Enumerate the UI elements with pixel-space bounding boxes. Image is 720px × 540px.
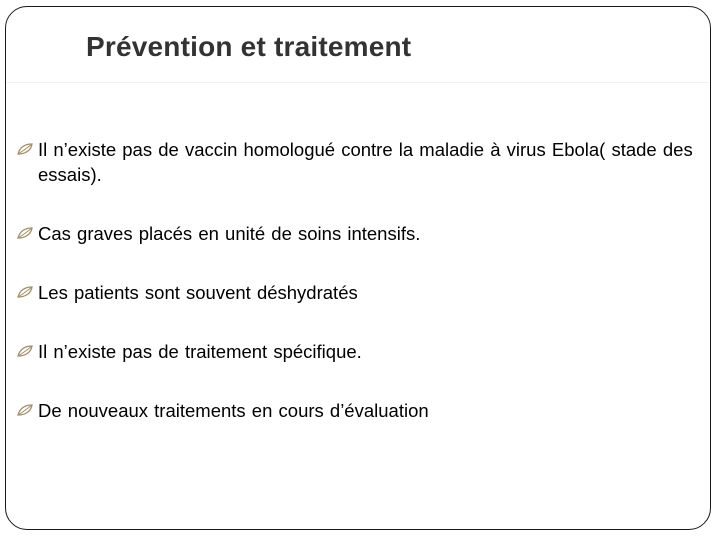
leaf-icon bbox=[17, 404, 33, 416]
slide-title: Prévention et traitement bbox=[86, 31, 412, 62]
bullet-item bbox=[17, 221, 707, 246]
bullet-item bbox=[17, 339, 707, 364]
bullet-list bbox=[17, 137, 707, 457]
leaf-icon bbox=[17, 143, 33, 155]
title-divider bbox=[6, 82, 709, 83]
bullet-item bbox=[17, 398, 707, 423]
leaf-icon bbox=[17, 286, 33, 298]
bullet-text: Il n’existe pas de vaccin homologué contre la maladie à virus Ebola( stade des essais). bbox=[38, 139, 693, 185]
bullet-item bbox=[17, 137, 707, 187]
bullet-item bbox=[17, 280, 707, 305]
bullet-text: Il n’existe pas de traitement spécifique. bbox=[38, 341, 362, 362]
bullet-text: De nouveaux traitements en cours d’évaluation bbox=[38, 400, 429, 421]
bullet-text: Cas graves placés en unité de soins intensifs. bbox=[38, 223, 421, 244]
leaf-icon bbox=[17, 345, 33, 357]
leaf-icon bbox=[17, 227, 33, 239]
slide bbox=[5, 6, 711, 530]
bullet-text: Les patients sont souvent déshydratés bbox=[38, 282, 358, 303]
